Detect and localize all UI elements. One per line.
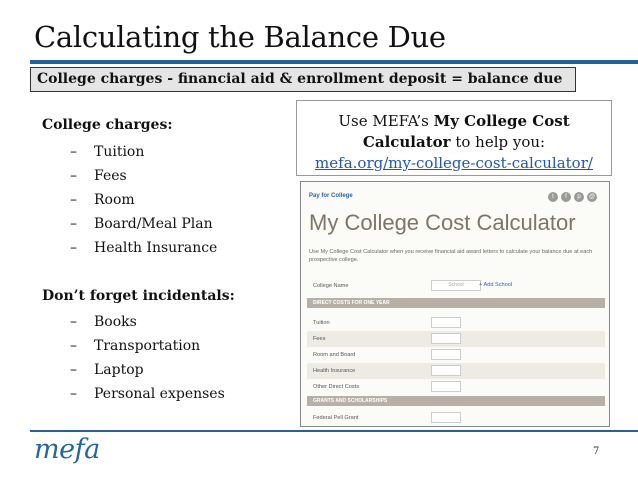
breadcrumb: Pay for College <box>309 193 353 199</box>
table-row: Room and Board <box>301 347 610 363</box>
footer-divider <box>30 430 638 432</box>
table-row: Health Insurance <box>301 363 610 379</box>
list-item: – Fees <box>70 168 127 184</box>
charges-heading: College charges: <box>42 117 173 133</box>
table-row: Other Direct Costs <box>301 379 610 395</box>
list-item: – Board/Meal Plan <box>70 216 213 232</box>
table-row: Tuition <box>301 315 610 331</box>
list-item: – Laptop <box>70 362 144 378</box>
list-item: – Tuition <box>70 144 145 160</box>
incidentals-heading: Don’t forget incidentals: <box>42 288 235 304</box>
email-icon: @ <box>588 194 596 200</box>
list-item: – Health Insurance <box>70 240 218 256</box>
calculator-link[interactable]: mefa.org/my-college-cost-calculator/ <box>315 154 593 172</box>
twitter-icon: t <box>548 192 558 202</box>
calculator-name: My College Cost Calculator <box>362 112 570 151</box>
charges-list <box>70 140 217 260</box>
list-item: – Room <box>70 192 135 208</box>
table-row: Fees <box>301 331 610 347</box>
slide-title: Calculating the Balance Due <box>34 20 446 54</box>
list-item: – Transportation <box>70 338 201 354</box>
add-school-link: + Add School <box>479 282 513 288</box>
college-name-row: College Name School + Add School <box>313 282 513 289</box>
section-direct-costs: DIRECT COSTS FOR ONE YEAR <box>307 298 605 308</box>
list-item: – Books <box>70 314 137 330</box>
formula-banner: College charges - financial aid & enrollment deposit = balance due <box>30 67 576 92</box>
list-item: – Personal expenses <box>70 386 225 402</box>
page-number: 7 <box>593 446 600 457</box>
calculator-callout: Use MEFA’s My College Cost Calculator to help you: mefa.org/my-college-cost-calculator/ <box>296 100 612 176</box>
social-icons <box>548 192 597 202</box>
calculator-title: My College Cost Calculator <box>309 210 576 235</box>
facebook-icon: f <box>561 192 571 202</box>
school-input: School <box>431 280 481 291</box>
calculator-screenshot <box>300 181 610 427</box>
calculator-intro: Use My College Cost Calculator when you receive financial aid award letters to calculate your balance due at each prospective college. <box>309 249 593 263</box>
mefa-logo: mefa <box>34 434 100 465</box>
table-row: Federal Pell Grant <box>301 410 610 426</box>
section-grants: GRANTS AND SCHOLARSHIPS <box>307 396 605 406</box>
incidentals-list <box>70 310 225 406</box>
print-icon: p <box>574 192 584 202</box>
title-divider <box>30 60 638 64</box>
